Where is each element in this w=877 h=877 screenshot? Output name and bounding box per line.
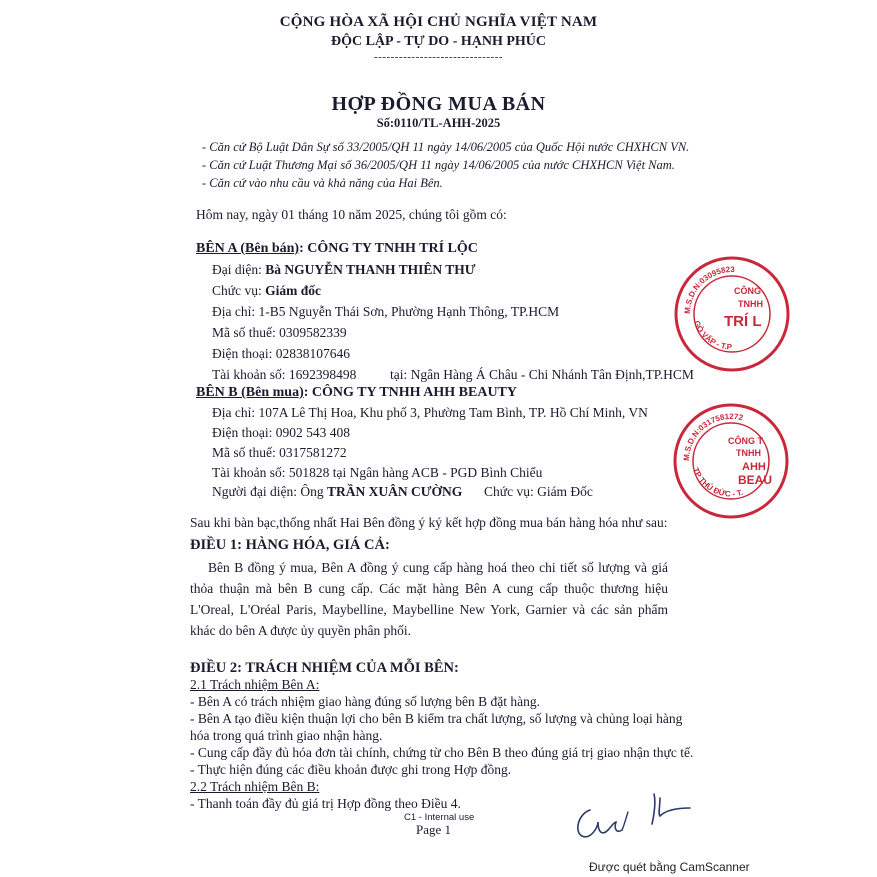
- article-1-heading: ĐIỀU 1: HÀNG HÓA, GIÁ CẢ:: [190, 537, 390, 553]
- company-stamp-b: [670, 400, 877, 522]
- party-a-position: [212, 283, 321, 299]
- intro-line: Hôm nay, ngày 01 tháng 10 năm 2025, chúng tôi gồm có:: [196, 207, 507, 222]
- svg-text:TP THỦ ĐỨC - T.: [691, 466, 744, 498]
- stamp-b-ring-bottom: TP THỦ ĐỨC - T.: [691, 466, 745, 499]
- basis-item: - Căn cứ Bộ Luật Dân Sự số 33/2005/QH 11 ngày 14/06/2005 của Quốc Hội nước CHXHCN VN.: [202, 140, 690, 154]
- article-2-sub-a: 2.1 Trách nhiệm Bên A:: [190, 677, 320, 692]
- basis-item: - Căn cứ Luật Thương Mại số 36/2005/QH 11 ngày 14/06/2005 của nước CHXHCN Việt Nam.: [202, 158, 675, 172]
- stamp-a-ring: [672, 254, 792, 374]
- article-2-item: - Cung cấp đầy đủ hóa đơn tài chính, chứng từ cho Bên B theo đúng giá trị giao nhận thực tế.: [190, 745, 694, 760]
- contract-title: HỢP ĐỒNG MUA BÁN: [331, 93, 546, 115]
- party-a-phone: Điện thoại: 02838107646: [212, 346, 350, 361]
- party-b-rep-label: Người đại diện: Ông: [212, 484, 327, 499]
- party-b-address: Địa chỉ: 107A Lê Thị Hoa, Khu phố 3, Phường Tam Bình, TP. Hồ Chí Minh, VN: [212, 405, 648, 420]
- svg-text:M.S.D.N:03095823: [683, 265, 735, 314]
- basis-item: - Căn cứ vào nhu cầu và khả năng của Hai Bên.: [202, 176, 443, 190]
- classification-label: C1 - Internal use: [404, 812, 475, 823]
- party-b-name: : CÔNG TY TNHH AHH BEAUTY: [303, 385, 518, 400]
- article-2-sub-b: 2.2 Trách nhiệm Bên B:: [190, 779, 320, 794]
- stamp-a-ring-top: M.S.D.N:03095823: [682, 264, 735, 315]
- article-1-body: Bên B đồng ý mua, Bên A đồng ý cung cấp hàng hoá theo chi tiết số lượng và giá thỏa thuận mà bên B cung cấp. Các mặt hàng Bên A cung cấp thuộc thương hiệu L'Oreal, L'Oréal Paris, Maybelline, Maybelline New York, Garnier và các sản phẩm khác do bên A được ủy quyền phân phối.: [190, 560, 668, 638]
- party-a-rep-value: Bà NGUYỄN THANH THIÊN THƯ: [265, 262, 476, 277]
- party-a-account: Tài khoản số: 1692398498: [212, 367, 357, 382]
- party-a-bank: tại: Ngân Hàng Á Châu - Chi Nhánh Tân Định,TP.HCM: [390, 367, 694, 382]
- party-b-label: BÊN B (Bên mua): [196, 385, 304, 400]
- party-a-heading: [196, 241, 478, 257]
- motto: ĐỘC LẬP - TỰ DO - HẠNH PHÚC: [330, 34, 547, 49]
- camscanner-label: Được quét bằng CamScanner: [589, 860, 750, 874]
- article-2-heading: ĐIỀU 2: TRÁCH NHIỆM CỦA MỖI BÊN:: [190, 660, 459, 676]
- stamp-b-ring-top: M.S.D.N:0317581272: [681, 411, 745, 462]
- party-a-rep: [212, 262, 476, 278]
- stamp-b-line: BEAU: [738, 473, 773, 487]
- party-b-rep-value: TRẦN XUÂN CƯỜNG: [326, 484, 463, 499]
- stamp-a-ring-bottom: GÒ VẤP - T.P: [692, 319, 733, 352]
- signature-graphic: [568, 792, 703, 852]
- stamp-b-line: CÔNG T: [728, 436, 763, 446]
- stamp-b-ring: [670, 400, 792, 522]
- article-2-item: - Thanh toán đầy đủ giá trị Hợp đồng theo Điều 4.: [190, 796, 461, 811]
- page-number: Page 1: [416, 822, 452, 837]
- party-b-rep: [212, 484, 462, 500]
- party-b-account: Tài khoản số: 501828 tại Ngân hàng ACB - PGD Bình Chiểu: [212, 465, 543, 480]
- party-b-position: Chức vụ: Giám Đốc: [484, 484, 593, 499]
- article-2-item: hóa trong quá trình giao nhận hàng.: [190, 728, 383, 743]
- party-a-tax: Mã số thuế: 0309582339: [212, 325, 347, 340]
- contract-number: Số:0110/TL-AHH-2025: [376, 116, 501, 130]
- party-a-name: : CÔNG TY TNHH TRÍ LỘC: [299, 241, 478, 256]
- company-stamp-a: [672, 254, 877, 374]
- party-b-phone: Điện thoại: 0902 543 408: [212, 425, 350, 440]
- stamp-b-line: AHH: [742, 461, 766, 473]
- party-b-tax: Mã số thuế: 0317581272: [212, 445, 347, 460]
- stamp-a-line: CÔNG: [734, 286, 761, 296]
- header-separator: -------------------------------: [373, 51, 504, 63]
- stamp-a-line: TRÍ L: [724, 313, 762, 330]
- party-a-rep-label: Đại diện:: [212, 262, 266, 277]
- party-a-position-value: Giám đốc: [265, 283, 321, 298]
- agreement-line: Sau khi bàn bạc,thống nhất Hai Bên đồng ý ký kết hợp đồng mua bán hàng hóa như sau:: [190, 515, 668, 530]
- party-a-position-label: Chức vụ:: [212, 283, 266, 298]
- article-2-item: - Bên A tạo điều kiện thuận lợi cho bên B kiểm tra chất lượng, số lượng và chủng loại hàng: [190, 711, 683, 726]
- article-2-item: - Bên A có trách nhiệm giao hàng đúng số lượng bên B đặt hàng.: [190, 694, 541, 709]
- nation-title: CỘNG HÒA XÃ HỘI CHỦ NGHĨA VIỆT NAM: [279, 14, 598, 30]
- party-b-heading: [196, 385, 517, 401]
- party-a-address: Địa chỉ: 1-B5 Nguyễn Thái Sơn, Phường Hạnh Thông, TP.HCM: [212, 304, 560, 319]
- party-a-label: BÊN A (Bên bán): [196, 241, 300, 256]
- stamp-b-line: TNHH: [736, 448, 761, 458]
- article-2-item: - Thực hiện đúng các điều khoản được ghi trong Hợp đồng.: [190, 762, 512, 777]
- stamp-a-line: TNHH: [738, 299, 763, 309]
